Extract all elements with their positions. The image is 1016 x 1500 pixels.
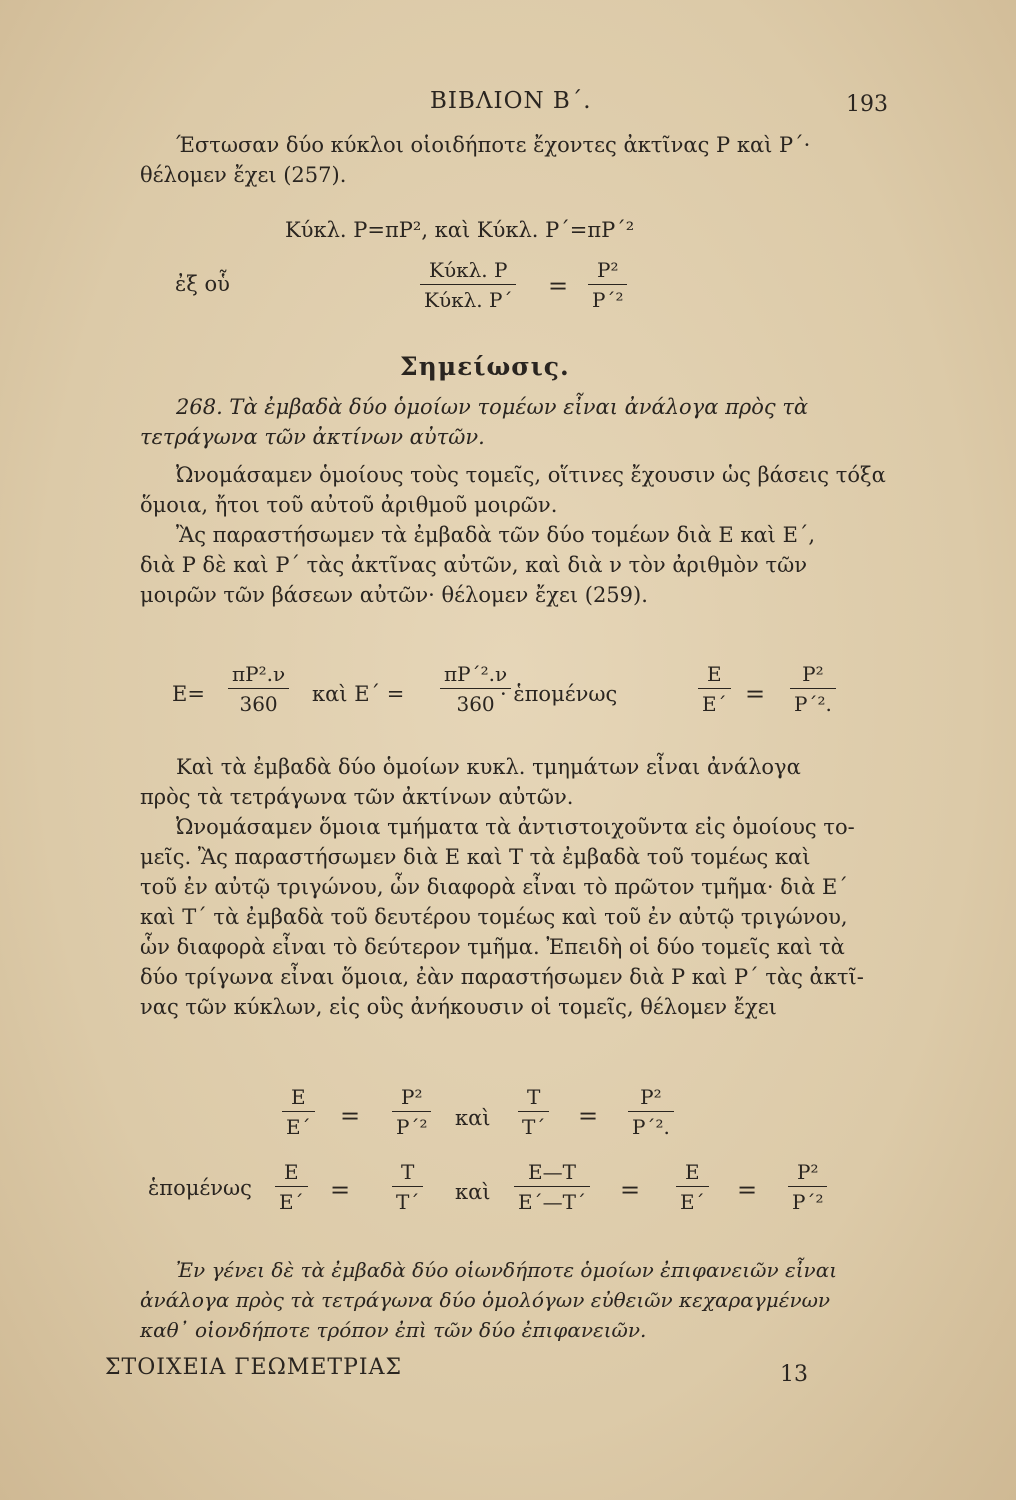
denominator: 360	[239, 692, 278, 716]
signature-mark: 13	[780, 1362, 808, 1387]
denominator: 360	[456, 692, 495, 716]
eq4-fraction-5	[788, 1160, 827, 1214]
eq4-fraction-3	[514, 1160, 590, 1214]
numerator: Ρ²	[788, 1160, 827, 1187]
eq4-prefix: ἑπομένως	[148, 1176, 252, 1200]
denominator: Ρ΄²	[396, 1115, 428, 1139]
denominator: Ε΄	[279, 1190, 304, 1214]
equals-sign: =	[620, 1176, 641, 1204]
equals-sign: =	[745, 680, 766, 708]
equals-sign: =	[737, 1176, 758, 1204]
denominator: Ε΄—Τ΄	[518, 1190, 586, 1214]
numerator: Κύκλ. Ρ	[420, 258, 516, 285]
text-line: Ἂς παραστήσωμεν τὰ ἐμβαδὰ τῶν δύο τομέων διὰ Ε καὶ Ε΄,	[176, 523, 816, 547]
eq2-fraction-4	[790, 662, 836, 716]
text-line: ὅμοια, ἤτοι τοῦ αὐτοῦ ἀριθμοῦ μοιρῶν.	[140, 493, 558, 517]
equals-sign: =	[340, 1102, 361, 1130]
text-line: διὰ Ρ δὲ καὶ Ρ΄ τὰς ἀκτῖνας αὐτῶν, καὶ διὰ ν τὸν ἀριθμὸν τῶν	[140, 553, 807, 577]
text-line: Καὶ τὰ ἐμβαδὰ δύο ὁμοίων κυκλ. τμημάτων εἶναι ἀνάλογα	[176, 755, 801, 779]
text-line: ἀνάλογα πρὸς τὰ τετράγωνα δύο ὁμολόγων εὐθειῶν κεχαραγμένων	[140, 1288, 831, 1312]
numerator: Ε	[282, 1085, 315, 1112]
eq2-epomenos: · ἑπομένως	[500, 682, 618, 706]
numerator: Ρ²	[392, 1085, 431, 1112]
eq2-fraction-1	[228, 662, 289, 716]
eq2-kai: καὶ Ε΄ =	[312, 682, 405, 706]
equals-sign: =	[548, 272, 569, 300]
intro-line: Έστωσαν δύο κύκλοι οἱοιδήποτε ἔχοντες ἀκτῖνας Ρ καὶ Ρ΄·	[176, 133, 811, 157]
text-line: Ὠνομάσαμεν ὁμοίους τοὺς τομεῖς, οἵτινες ἔχουσιν ὡς βάσεις τόξα	[176, 463, 886, 487]
section-heading: Σημείωσις.	[400, 352, 570, 381]
denominator: Ε΄	[680, 1190, 705, 1214]
numerator: Τ	[392, 1160, 423, 1187]
numerator: πΡ².ν	[228, 662, 289, 689]
numerator: Ε	[275, 1160, 308, 1187]
intro-line: θέλομεν ἔχει (257).	[140, 163, 347, 187]
eq3-kai: καὶ	[455, 1106, 491, 1130]
eq4-kai: καὶ	[455, 1180, 491, 1204]
eq2-e: Ε=	[172, 682, 205, 706]
text-line: μεῖς. Ἂς παραστήσωμεν διὰ Ε καὶ Τ τὰ ἐμβαδὰ τοῦ τομέως καὶ	[140, 845, 811, 869]
eq4-fraction-4	[676, 1160, 709, 1214]
theorem-line: τετράγωνα τῶν ἀκτίνων αὐτῶν.	[140, 425, 485, 449]
theorem-paragraph	[140, 392, 875, 452]
eq3-fraction-3	[518, 1085, 549, 1139]
numerator: Ρ²	[628, 1085, 674, 1112]
equals-sign: =	[578, 1102, 599, 1130]
eq1-fraction-right	[588, 258, 627, 312]
circle-area-formula: Κύκλ. Ρ=πΡ², καὶ Κύκλ. Ρ΄=πΡ΄²	[285, 218, 635, 242]
text-line: δύο τρίγωνα εἶναι ὅμοια, ἐὰν παραστήσωμεν διὰ Ρ καὶ Ρ΄ τὰς ἀκτῖ-	[140, 965, 864, 989]
text-line: πρὸς τὰ τετράγωνα τῶν ἀκτίνων αὐτῶν.	[140, 785, 574, 809]
text-line: καὶ Τ΄ τὰ ἐμβαδὰ τοῦ δευτέρου τομέως καὶ τοῦ ἐν αὐτῷ τριγώνου,	[140, 905, 848, 929]
denominator: Ε΄	[286, 1115, 311, 1139]
text-line: Ὠνομάσαμεν ὅμοια τμήματα τὰ ἀντιστοιχοῦντα εἰς ὁμοίους το-	[176, 815, 855, 839]
eq2-fraction-3	[698, 662, 731, 716]
denominator: Ε΄	[702, 692, 727, 716]
eq1-prefix: ἐξ οὗ	[175, 272, 230, 296]
text-line: ὧν διαφορὰ εἶναι τὸ δεύτερον τμῆμα. Ἐπειδὴ οἱ δύο τομεῖς καὶ τὰ	[140, 935, 845, 959]
page-number: 193	[846, 92, 888, 117]
eq4-fraction-2	[392, 1160, 423, 1214]
denominator: Ρ΄²	[792, 1190, 824, 1214]
numerator: Ε—Τ	[514, 1160, 590, 1187]
denominator: Τ΄	[522, 1115, 546, 1139]
eq1-fraction-left	[420, 258, 516, 312]
eq3-fraction-1	[282, 1085, 315, 1139]
eq4-fraction-1	[275, 1160, 308, 1214]
text-line: καθ᾽ οἱονδήποτε τρόπον ἐπὶ τῶν δύο ἐπιφανειῶν.	[140, 1318, 647, 1342]
text-line: τοῦ ἐν αὐτῷ τριγώνου, ὧν διαφορὰ εἶναι τὸ πρῶτον τμῆμα· διὰ Ε΄	[140, 875, 848, 899]
proof-paragraph-2	[140, 752, 875, 1022]
numerator: Ρ²	[790, 662, 836, 689]
numerator: Ε	[698, 662, 731, 689]
running-title: ΒΙΒΛΙΟΝ Β΄.	[430, 88, 592, 114]
text-line: μοιρῶν τῶν βάσεων αὐτῶν· θέλομεν ἔχει (259).	[140, 583, 648, 607]
text-line: νας τῶν κύκλων, εἰς οὓς ἀνήκουσιν οἱ τομεῖς, θέλομεν ἔχει	[140, 995, 777, 1019]
eq3-fraction-4	[628, 1085, 674, 1139]
numerator: Ρ²	[588, 258, 627, 285]
numerator: πΡ΄².ν	[440, 662, 511, 689]
denominator: Τ΄	[396, 1190, 420, 1214]
theorem-line: 268. Τὰ ἐμβαδὰ δύο ὁμοίων τομέων εἶναι ἀνάλογα πρὸς τὰ	[176, 395, 809, 419]
numerator: Τ	[518, 1085, 549, 1112]
intro-paragraph	[140, 130, 875, 190]
equals-sign: =	[330, 1176, 351, 1204]
denominator: Κύκλ. Ρ΄	[424, 288, 513, 312]
footer-book-title: ΣΤΟΙΧΕΙΑ ΓΕΩΜΕΤΡΙΑΣ	[105, 1355, 403, 1380]
denominator: Ρ΄².	[632, 1115, 670, 1139]
denominator: Ρ΄²	[592, 288, 624, 312]
eq3-fraction-2	[392, 1085, 431, 1139]
numerator: Ε	[676, 1160, 709, 1187]
closing-paragraph	[140, 1255, 875, 1345]
denominator: Ρ΄².	[794, 692, 832, 716]
proof-paragraph-1	[140, 460, 886, 610]
text-line: Ἐν γένει δὲ τὰ ἐμβαδὰ δύο οἱωνδήποτε ὁμοίων ἐπιφανειῶν εἶναι	[176, 1258, 838, 1282]
